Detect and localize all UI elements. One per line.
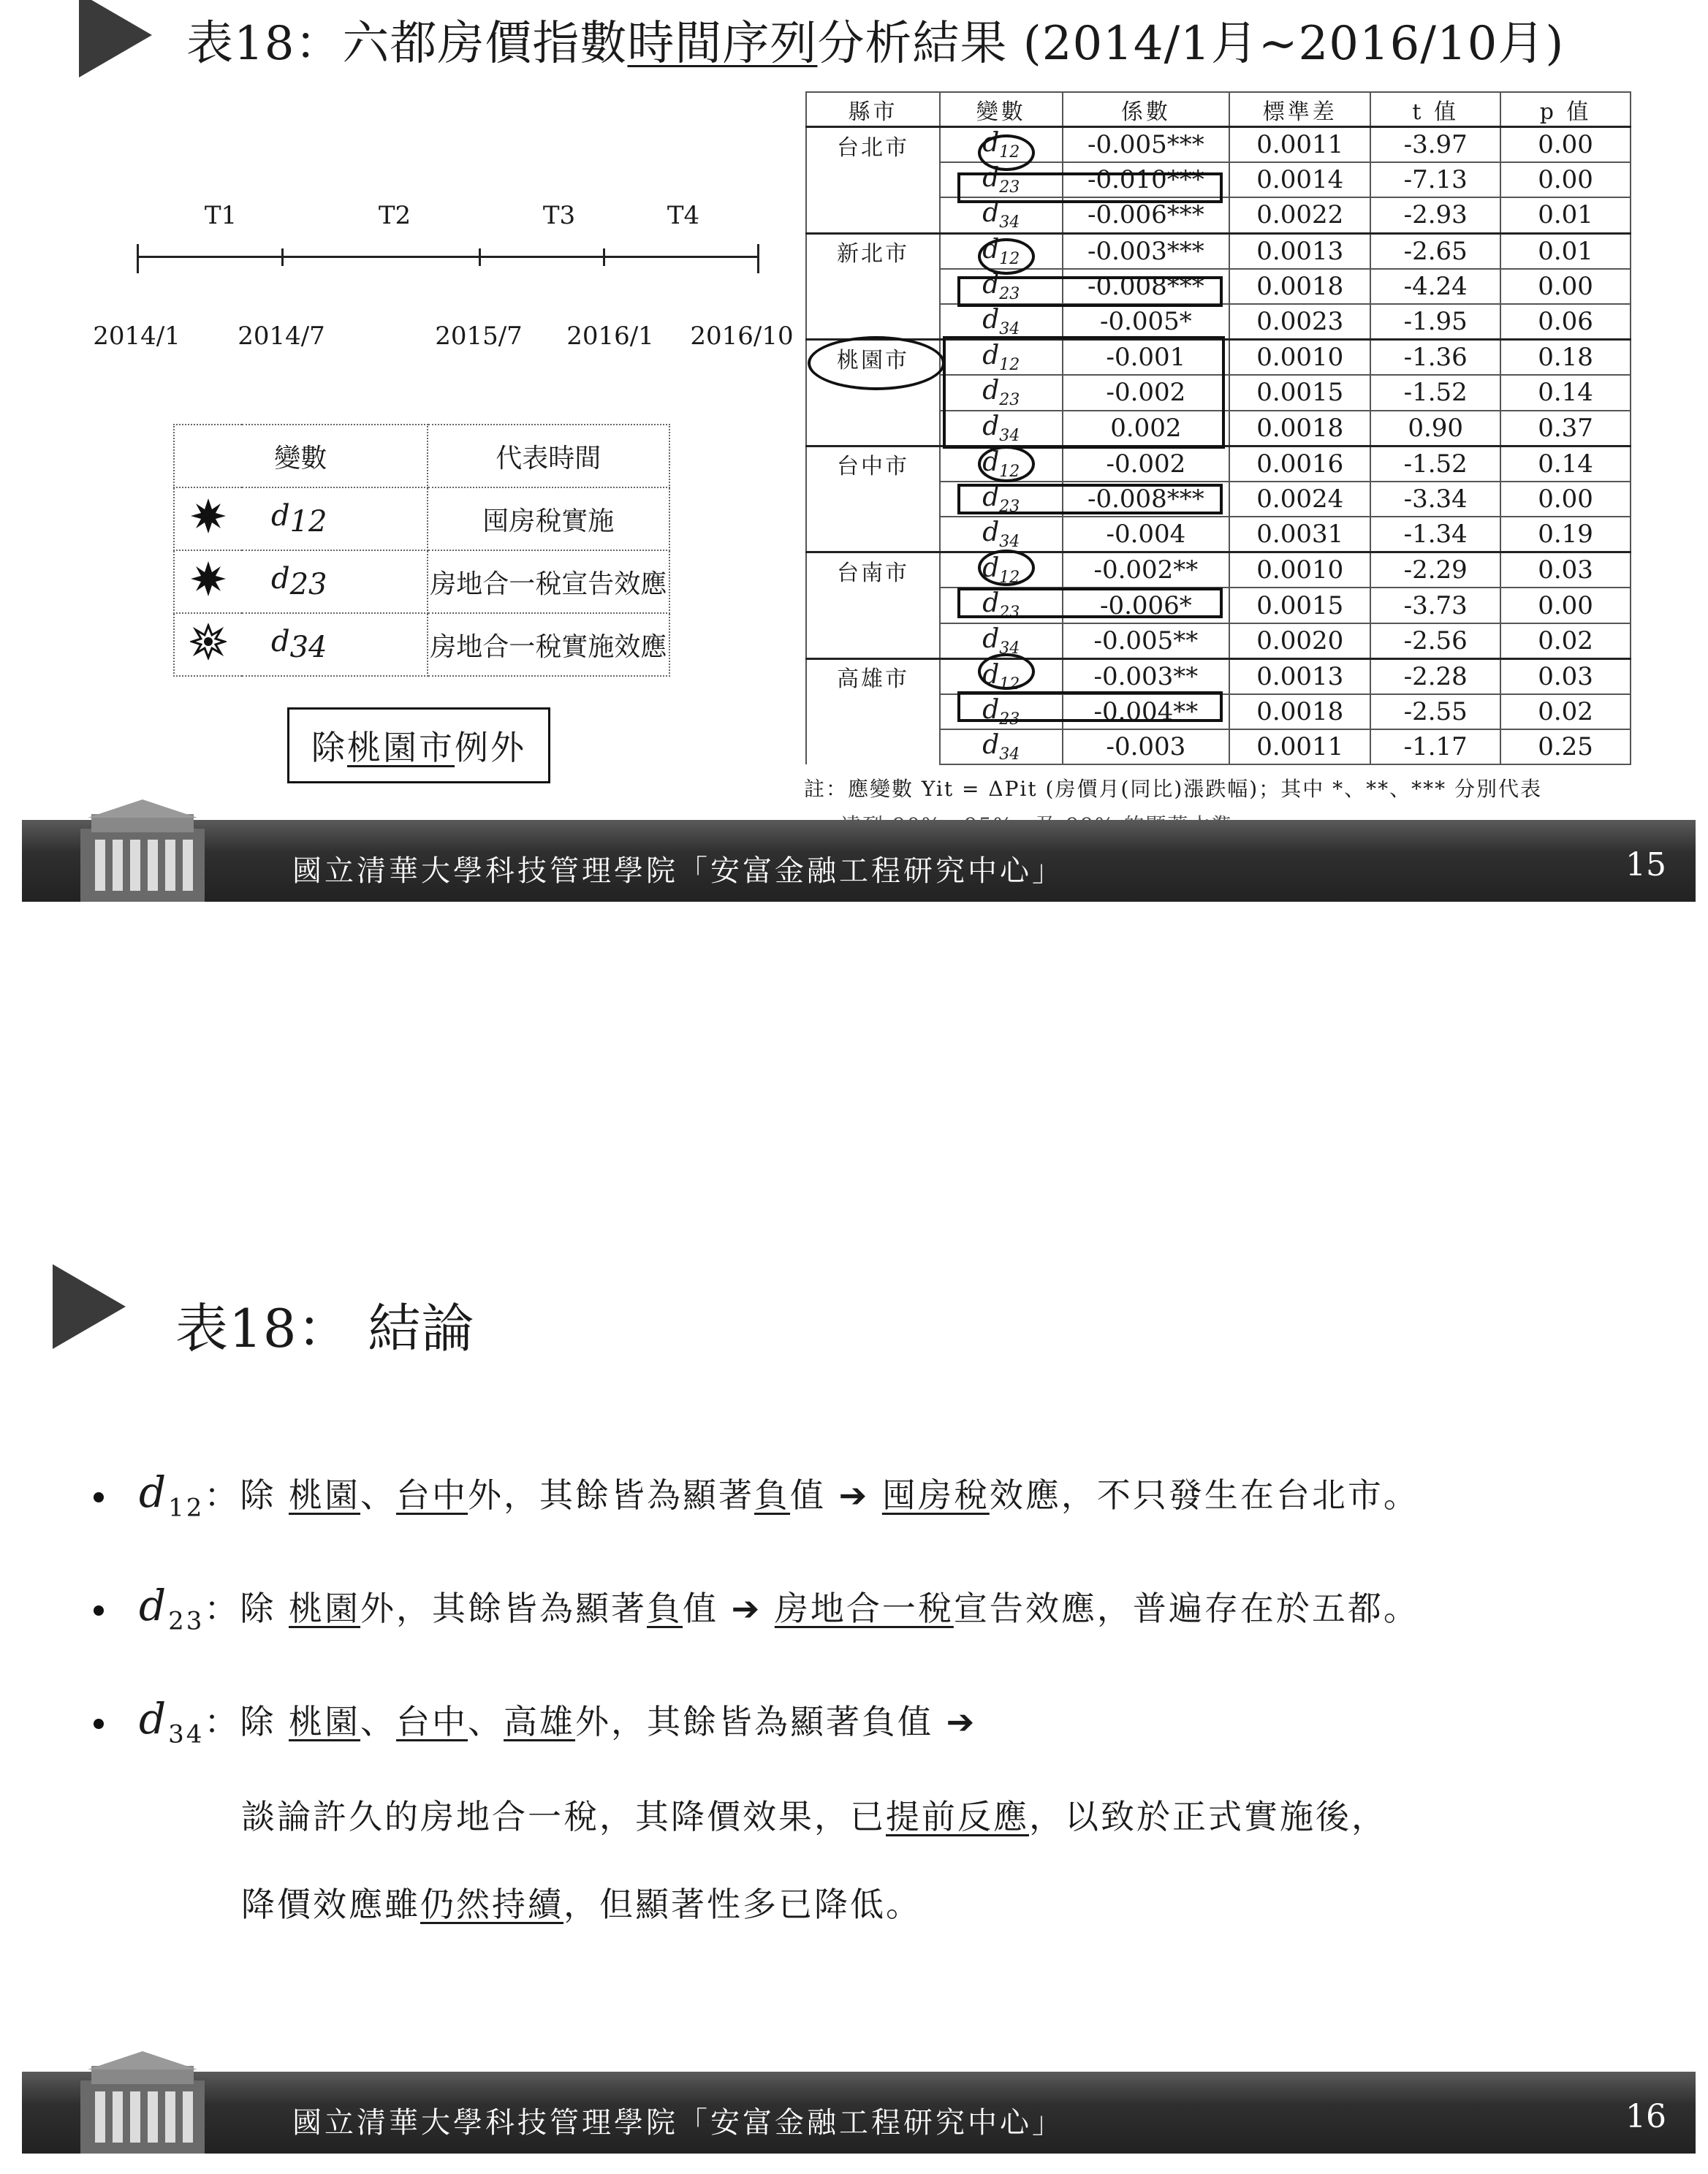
p-value-cell: 0.00 <box>1500 269 1631 304</box>
slide-title: 表18： 結論 <box>175 1298 475 1359</box>
timeline-axis <box>137 256 759 258</box>
column-header: 變數 <box>940 92 1063 127</box>
table-header-row <box>806 92 1631 127</box>
p-value-cell: 0.02 <box>1500 694 1631 729</box>
legend-variable: $d_{34}$ <box>242 613 428 676</box>
t-value-cell: -1.52 <box>1370 375 1500 410</box>
legend-row <box>174 487 669 550</box>
exception-underlined-text: 桃園市 <box>347 728 455 767</box>
p-value-cell: 0.01 <box>1500 233 1631 269</box>
coefficient-cell: -0.006*** <box>1063 197 1230 233</box>
legend-row <box>174 550 669 613</box>
table-row <box>806 729 1631 764</box>
d12-circle-mark <box>978 653 1035 690</box>
table-row <box>806 517 1631 552</box>
std-error-cell: 0.0010 <box>1229 552 1370 588</box>
conclusion-item-d34: $d_{34}$：除 桃園、台中、高雄外，其餘皆為顯著負值 ➔ <box>139 1694 977 1749</box>
period-label: T3 <box>542 201 576 230</box>
t-value-cell: -3.97 <box>1370 127 1500 163</box>
period-label: T4 <box>667 201 700 230</box>
std-error-cell: 0.0018 <box>1229 694 1370 729</box>
coefficient-cell: 0.002 <box>1063 411 1230 446</box>
city-cell <box>806 729 940 764</box>
t-value-cell: -7.13 <box>1370 162 1500 197</box>
underlined-text: 負 <box>754 1475 791 1515</box>
t-value-cell: -2.65 <box>1370 233 1500 269</box>
text-segment: 效應，不只發生在台北市。 <box>989 1475 1419 1515</box>
footer-institution-text: 國立清華大學科技管理學院「安富金融工程研究中心」 <box>292 2106 1064 2140</box>
std-error-cell: 0.0013 <box>1229 658 1370 694</box>
t-value-cell: -2.55 <box>1370 694 1500 729</box>
legend-description: 囤房稅實施 <box>428 487 669 550</box>
city-cell <box>806 197 940 233</box>
t-value-cell: -2.28 <box>1370 658 1500 694</box>
p-value-cell: 0.19 <box>1500 517 1631 552</box>
timeline-tick <box>479 248 481 266</box>
city-cell <box>806 411 940 446</box>
city-cell: 新北市 <box>806 233 940 269</box>
underlined-text: 囤房稅 <box>881 1475 990 1515</box>
d23-box-mark <box>957 484 1223 514</box>
legend-row <box>174 613 669 676</box>
std-error-cell: 0.0018 <box>1229 411 1370 446</box>
table-row <box>806 623 1631 659</box>
coefficient-cell: -0.004 <box>1063 517 1230 552</box>
coefficient-cell: -0.005*** <box>1063 127 1230 163</box>
coefficient-cell: -0.002 <box>1063 446 1230 482</box>
period-label: T2 <box>378 201 411 230</box>
d23-box-mark <box>957 276 1223 307</box>
d23-box-mark <box>957 172 1223 203</box>
p-value-cell: 0.03 <box>1500 658 1631 694</box>
city-cell: 桃園市 <box>806 340 940 376</box>
table-row <box>806 127 1631 163</box>
text-segment: 、 <box>360 1702 397 1741</box>
bullet-icon <box>94 1605 104 1616</box>
city-cell <box>806 269 940 304</box>
variable-cell: $d_{23}$ <box>940 588 1063 623</box>
variable-cell: $d_{12}$ <box>940 233 1063 269</box>
taoyuan-box-mark <box>943 336 1225 449</box>
table-row <box>806 233 1631 269</box>
title-text: 表18：六都房價指數 <box>186 17 628 71</box>
variable-cell: $d_{23}$ <box>940 162 1063 197</box>
underlined-text: 台中 <box>396 1475 468 1515</box>
text-segment: ，以致於正式實施後， <box>1029 1797 1387 1836</box>
footer-bar <box>22 2072 1696 2154</box>
d12-circle-mark <box>978 446 1035 482</box>
std-error-cell: 0.0031 <box>1229 517 1370 552</box>
underlined-text: 台中 <box>396 1702 468 1741</box>
std-error-cell: 0.0022 <box>1229 197 1370 233</box>
black-star-icon <box>174 487 242 550</box>
footer-institution-text: 國立清華大學科技管理學院「安富金融工程研究中心」 <box>292 854 1064 888</box>
building-logo-icon <box>66 2051 219 2154</box>
text-segment: 值 ➔ <box>790 1475 882 1515</box>
column-header: 標準差 <box>1229 92 1370 127</box>
variable-cell: $d_{12}$ <box>940 658 1063 694</box>
variable-cell: $d_{23}$ <box>940 694 1063 729</box>
p-value-cell: 0.00 <box>1500 127 1631 163</box>
coefficient-cell: -0.008*** <box>1063 269 1230 304</box>
text-segment: 值 ➔ <box>683 1589 775 1628</box>
legend-description: 房地合一稅宣告效應 <box>428 550 669 613</box>
d23-box-mark <box>957 691 1223 722</box>
timeline-tick <box>603 248 605 266</box>
underlined-text: 桃園 <box>289 1702 361 1741</box>
t-value-cell: -1.95 <box>1370 304 1500 340</box>
legend-variable: $d_{23}$ <box>242 550 428 613</box>
text-segment: 、 <box>360 1475 397 1515</box>
d12-circle-mark <box>978 134 1035 171</box>
column-header: 縣市 <box>806 92 940 127</box>
variable-cell: $d_{34}$ <box>940 411 1063 446</box>
period-label: T1 <box>204 201 238 230</box>
exception-text: 除 <box>311 728 347 767</box>
variable-cell: $d_{23}$ <box>940 375 1063 410</box>
timeline-tick <box>137 244 139 273</box>
p-value-cell: 0.01 <box>1500 197 1631 233</box>
coefficient-cell: -0.002** <box>1063 552 1230 588</box>
title-text-suffix: 分析結果 (2014/1月~2016/10月) <box>817 17 1565 71</box>
variable-cell: $d_{23}$ <box>940 482 1063 517</box>
date-label: 2016/1 <box>566 322 654 351</box>
conclusion-item-d23: $d_{23}$：除 桃園外，其餘皆為顯著負值 ➔ 房地合一稅宣告效應，普遍存在於五都。 <box>139 1581 1419 1636</box>
coefficient-cell: -0.003 <box>1063 729 1230 764</box>
text-segment: 宣告效應，普遍存在於五都。 <box>953 1589 1419 1628</box>
table-note: 註：應變數 Yit = ΔPit (房價月(同比)漲跌幅)；其中 *、**、*** 分別代表 <box>804 777 1543 801</box>
column-header: t 值 <box>1370 92 1500 127</box>
underlined-text: 仍然持續 <box>420 1885 563 1924</box>
legend-header-time: 代表時間 <box>428 425 669 487</box>
text-segment: 外，其餘皆為顯著 <box>360 1589 648 1628</box>
bullet-icon <box>94 1492 104 1502</box>
p-value-cell: 0.00 <box>1500 482 1631 517</box>
timeline-tick <box>757 244 759 273</box>
title-arrow-icon <box>53 1264 126 1349</box>
coefficient-cell: -0.006* <box>1063 588 1230 623</box>
date-label: 2014/7 <box>238 322 325 351</box>
d12-circle-mark <box>978 238 1035 275</box>
p-value-cell: 0.06 <box>1500 304 1631 340</box>
footer-bar <box>22 820 1696 902</box>
std-error-cell: 0.0011 <box>1229 127 1370 163</box>
std-error-cell: 0.0014 <box>1229 162 1370 197</box>
variable-cell: $d_{12}$ <box>940 340 1063 376</box>
d12-circle-mark <box>978 550 1035 586</box>
p-value-cell: 0.02 <box>1500 623 1631 659</box>
text-segment: 外，其餘皆為顯著負值 ➔ <box>575 1702 977 1741</box>
timeline-tick <box>281 248 284 266</box>
table-row <box>806 658 1631 694</box>
p-value-cell: 0.18 <box>1500 340 1631 376</box>
city-cell <box>806 623 940 659</box>
exception-note-box <box>287 707 550 783</box>
page-number: 15 <box>1625 846 1666 883</box>
text-segment: ：除 <box>204 1475 289 1515</box>
p-value-cell: 0.37 <box>1500 411 1631 446</box>
coefficient-cell: -0.003** <box>1063 658 1230 694</box>
table-row <box>806 446 1631 482</box>
t-value-cell: -1.34 <box>1370 517 1500 552</box>
title-underlined-text: 時間序列 <box>627 17 818 71</box>
underlined-text: 高雄 <box>504 1702 576 1741</box>
coefficient-cell: -0.008*** <box>1063 482 1230 517</box>
city-cell <box>806 162 940 197</box>
city-cell <box>806 482 940 517</box>
text-segment: 外，其餘皆為顯著 <box>468 1475 755 1515</box>
p-value-cell: 0.03 <box>1500 552 1631 588</box>
legend-description: 房地合一稅實施效應 <box>428 613 669 676</box>
p-value-cell: 0.25 <box>1500 729 1631 764</box>
std-error-cell: 0.0018 <box>1229 269 1370 304</box>
column-header: 係數 <box>1063 92 1230 127</box>
underlined-text: 桃園 <box>289 1589 361 1628</box>
variable-cell: $d_{23}$ <box>940 269 1063 304</box>
std-error-cell: 0.0013 <box>1229 233 1370 269</box>
variable-cell: $d_{34}$ <box>940 517 1063 552</box>
slide-title <box>186 6 1564 73</box>
d23-box-mark <box>957 588 1223 618</box>
t-value-cell: -3.34 <box>1370 482 1500 517</box>
city-cell: 台中市 <box>806 446 940 482</box>
text-segment: 、 <box>468 1702 504 1741</box>
text-segment: 降價效應雖 <box>241 1885 420 1924</box>
building-logo-icon <box>66 799 219 902</box>
city-cell: 台南市 <box>806 552 940 588</box>
conclusion-paragraph-2 <box>241 1878 922 1926</box>
text-segment: ：除 <box>204 1702 289 1741</box>
t-value-cell: -1.17 <box>1370 729 1500 764</box>
std-error-cell: 0.0016 <box>1229 446 1370 482</box>
title-arrow-icon <box>79 0 152 77</box>
outline-star-icon <box>174 613 242 676</box>
exception-text-suffix: 例外 <box>455 728 526 767</box>
t-value-cell: -3.73 <box>1370 588 1500 623</box>
p-value-cell: 0.14 <box>1500 446 1631 482</box>
legend-header-variable: 變數 <box>174 425 428 487</box>
column-header: p 值 <box>1500 92 1631 127</box>
variable-legend-table <box>173 424 670 677</box>
t-value-cell: -1.36 <box>1370 340 1500 376</box>
coefficient-cell: -0.005** <box>1063 623 1230 659</box>
variable-cell: $d_{12}$ <box>940 446 1063 482</box>
coefficient-cell: -0.004** <box>1063 694 1230 729</box>
text-segment: ，但顯著性多已降低。 <box>563 1885 922 1924</box>
std-error-cell: 0.0023 <box>1229 304 1370 340</box>
p-value-cell: 0.00 <box>1500 588 1631 623</box>
text-segment: ：除 <box>204 1589 289 1628</box>
table-row <box>806 304 1631 340</box>
conclusion-paragraph-1 <box>241 1790 1387 1839</box>
variable-cell: $d_{34}$ <box>940 623 1063 659</box>
t-value-cell: -4.24 <box>1370 269 1500 304</box>
legend-variable: $d_{12}$ <box>242 487 428 550</box>
page-number: 16 <box>1625 2098 1666 2135</box>
text-segment: 談論許久的房地合一稅，其降價效果，已 <box>241 1797 886 1836</box>
std-error-cell: 0.0011 <box>1229 729 1370 764</box>
conclusion-item-d12: $d_{12}$：除 桃園、台中外，其餘皆為顯著負值 ➔ 囤房稅效應，不只發生在台北市。 <box>139 1467 1419 1523</box>
table-row <box>806 552 1631 588</box>
date-label: 2014/1 <box>93 322 181 351</box>
variable-cell: $d_{34}$ <box>940 729 1063 764</box>
std-error-cell: 0.0020 <box>1229 623 1370 659</box>
city-cell <box>806 304 940 340</box>
coefficient-cell: -0.010*** <box>1063 162 1230 197</box>
city-cell <box>806 588 940 623</box>
bullet-icon <box>94 1719 104 1729</box>
t-value-cell: -2.93 <box>1370 197 1500 233</box>
variable-cell: $d_{34}$ <box>940 304 1063 340</box>
coefficient-cell: -0.001 <box>1063 340 1230 376</box>
std-error-cell: 0.0015 <box>1229 588 1370 623</box>
coefficient-cell: -0.003*** <box>1063 233 1230 269</box>
variable-cell: $d_{34}$ <box>940 197 1063 233</box>
t-value-cell: -2.56 <box>1370 623 1500 659</box>
underlined-text: 房地合一稅 <box>774 1589 954 1628</box>
city-cell: 高雄市 <box>806 658 940 694</box>
city-cell: 台北市 <box>806 127 940 163</box>
std-error-cell: 0.0010 <box>1229 340 1370 376</box>
city-cell <box>806 517 940 552</box>
t-value-cell: 0.90 <box>1370 411 1500 446</box>
variable-cell: $d_{12}$ <box>940 552 1063 588</box>
std-error-cell: 0.0024 <box>1229 482 1370 517</box>
t-value-cell: -1.52 <box>1370 446 1500 482</box>
underlined-text: 提前反應 <box>886 1797 1029 1836</box>
t-value-cell: -2.29 <box>1370 552 1500 588</box>
city-cell <box>806 694 940 729</box>
p-value-cell: 0.14 <box>1500 375 1631 410</box>
variable-cell: $d_{12}$ <box>940 127 1063 163</box>
coefficient-cell: -0.005* <box>1063 304 1230 340</box>
black-star-icon <box>174 550 242 613</box>
underlined-text: 負 <box>647 1589 683 1628</box>
coefficient-cell: -0.002 <box>1063 375 1230 410</box>
date-label: 2015/7 <box>435 322 523 351</box>
std-error-cell: 0.0015 <box>1229 375 1370 410</box>
taoyuan-circle-mark <box>808 336 945 390</box>
date-label: 2016/10 <box>690 322 794 351</box>
p-value-cell: 0.00 <box>1500 162 1631 197</box>
underlined-text: 桃園 <box>289 1475 361 1515</box>
